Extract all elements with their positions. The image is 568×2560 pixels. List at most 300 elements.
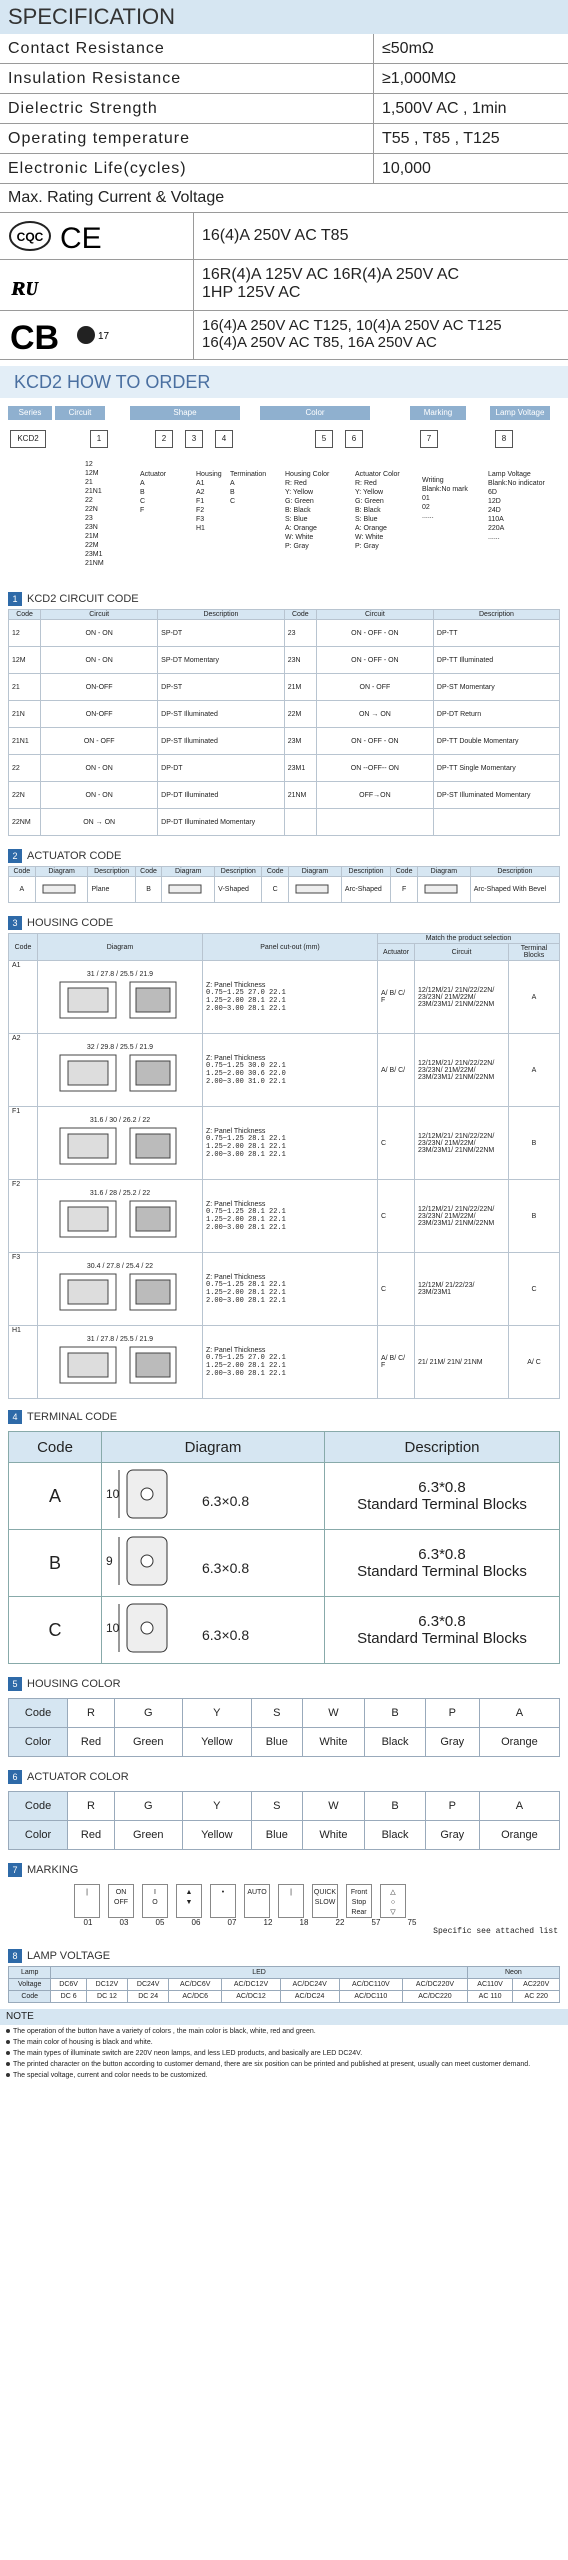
housing-head-actuator: Actuator [378, 944, 415, 961]
housing-terminal: B [509, 1107, 560, 1180]
lamp-neon-label: Neon [467, 1967, 559, 1979]
circuit-head-3: Code [284, 610, 316, 620]
marking-code: 07 [227, 1918, 237, 1927]
order-list-item: G: Green [355, 498, 384, 505]
note-bullet [6, 2040, 10, 2044]
circuit-s1: ON → ON [41, 809, 158, 836]
housing-circuit: 12/12M/21/ 21N/22/22N/ 23/23N/ 21M/22M/ 23M/23M1/ 21NM/22NM [415, 1034, 509, 1107]
lamp-voltage-label: Voltage [9, 1979, 51, 1991]
housing-row [9, 961, 560, 1034]
actuator-head: Diagram [289, 867, 342, 877]
lamp-code-label: Code [9, 1991, 51, 2003]
housing-head-code: Code [9, 934, 38, 961]
marking-symbol: • [210, 1884, 236, 1918]
circuit-row [9, 728, 560, 755]
order-list-label: Actuator Color [355, 471, 400, 478]
order-list-item: B [230, 489, 235, 496]
circuit-c1: 12M [9, 647, 41, 674]
lamp-voltage: DC6V [51, 1979, 86, 1991]
circuit-row [9, 701, 560, 728]
spec-value: 10,000 [373, 154, 568, 183]
actuator-head: Description [215, 867, 262, 877]
housing_color-code: Y [182, 1699, 251, 1728]
marking-code: 01 [83, 1918, 93, 1927]
cqc-ce-logo [0, 213, 194, 259]
marking-symbol: I O [142, 1884, 168, 1918]
spec-key: Electronic Life(cycles) [8, 160, 187, 177]
actuator-desc: Arc-Shaped [341, 877, 390, 903]
marking-symbol: △ ○ ▽ [380, 1884, 406, 1918]
housing_color-color: Black [365, 1728, 425, 1757]
panel-row: 0.75~1.25 28.1 22.1 [206, 1207, 286, 1216]
order-list-item: B: Black [355, 507, 381, 514]
circuit-s2: ON --OFF-- ON [316, 755, 433, 782]
spec-value: T55 , T85 , T125 [373, 124, 568, 153]
order-num-2: 2 [155, 430, 173, 448]
order-list-item: F2 [196, 507, 205, 514]
housing-dims: 31 / 27.8 / 25.5 / 21.9 [86, 1335, 154, 1343]
actuator_color-code: A [479, 1792, 559, 1821]
order-list-item: 22N [85, 506, 98, 513]
housing_color-color: Red [68, 1728, 115, 1757]
note-text: The special voltage, current and color needs to be customized. [13, 2072, 208, 2079]
note-bullet [6, 2029, 10, 2033]
order-list-item: 21 [85, 479, 93, 486]
panel-note: Z: Panel Thickness [206, 1127, 266, 1135]
actuator-diagram [289, 877, 342, 903]
housing_color-color: Yellow [182, 1728, 251, 1757]
marking-num: 7 [8, 1863, 22, 1877]
order-list-item: R: Red [285, 480, 307, 487]
housing-diagram [38, 1034, 203, 1107]
circuit-s1: ON - OFF [41, 728, 158, 755]
lamp-voltage: DC24V [128, 1979, 169, 1991]
terminal-code: B [9, 1530, 102, 1597]
circuit-c1: 22NM [9, 809, 41, 836]
terminal-desc-1: 6.3*0.8 [418, 1546, 466, 1563]
circuit-c1: 21 [9, 674, 41, 701]
terminal-size: 6.3×0.8 [202, 1627, 250, 1643]
circuit-c1: 21N [9, 701, 41, 728]
order-list-item: A2 [196, 489, 205, 496]
order-num-3: 3 [185, 430, 203, 448]
order-list-item: 01 [422, 495, 430, 502]
circuit-c2: 21NM [284, 782, 316, 809]
spec-value: 1,500V AC , 1min [373, 94, 568, 123]
actuator-code: A [9, 877, 36, 903]
actuator-num: 2 [8, 849, 22, 863]
note-item [0, 2058, 568, 2069]
housing-dims: 32 / 29.8 / 25.5 / 21.9 [86, 1043, 154, 1051]
circuit-s2 [316, 809, 433, 836]
housing-head-terminal: Terminal Blocks [509, 944, 560, 961]
order-list-item: Y: Yellow [355, 489, 384, 496]
housing-code: H1 [9, 1326, 38, 1399]
note-item [0, 2025, 568, 2036]
housing-diagram [38, 961, 203, 1034]
housing-actuator: C [378, 1180, 415, 1253]
circuit-d1: SP-DT [158, 620, 285, 647]
order-list-label: Housing [196, 471, 222, 478]
note-item [0, 2047, 568, 2058]
circuit-head-4: Circuit [316, 610, 433, 620]
housing_color-code: S [252, 1699, 303, 1728]
housing-actuator: A/ B/ C/ F [378, 1326, 415, 1399]
housing-row [9, 1253, 560, 1326]
terminal-height: 10 [106, 1487, 120, 1501]
panel-row: 0.75~1.25 27.0 22.1 [206, 988, 286, 997]
order-list-item: 6D [488, 489, 497, 496]
circuit-row [9, 755, 560, 782]
actuator_color-color: Yellow [182, 1821, 251, 1850]
panel-row: 1.25~2.00 28.1 22.1 [206, 1361, 286, 1370]
order-list-item: F [140, 507, 145, 514]
marking-symbol: Front Stop Rear [346, 1884, 372, 1918]
order-list-item: B: Black [285, 507, 311, 514]
housing-terminal: B [509, 1180, 560, 1253]
order-list-label: Writing [422, 477, 444, 484]
housing_color-color: Orange [479, 1728, 559, 1757]
acolor-title: ACTUATOR COLOR [27, 1771, 129, 1783]
circuit-head-0: Code [9, 610, 41, 620]
terminal-height: 9 [106, 1554, 113, 1568]
terminal-diagram [102, 1597, 325, 1664]
circuit-d1: DP-ST Illuminated [158, 728, 285, 755]
note-text: The main color of housing is black and white. [13, 2039, 153, 2046]
order-list-housing [196, 470, 222, 533]
terminal-num: 4 [8, 1410, 22, 1424]
order-list-item: R: Red [355, 480, 377, 487]
housing-panel [203, 961, 378, 1034]
actuator_color-color: Green [114, 1821, 182, 1850]
circuit-s1: ON - ON [41, 620, 158, 647]
order-list-item: 23M1 [85, 551, 103, 558]
actuator_color-color: White [302, 1821, 365, 1850]
actuator-head: Code [135, 867, 162, 877]
order-head-3: Color [260, 406, 370, 420]
housing-table [8, 933, 560, 1399]
terminal-desc [325, 1597, 560, 1664]
order-list-item: W: White [355, 534, 384, 541]
circuit-d2: DP-TT Single Momentary [433, 755, 559, 782]
actuator-head: Diagram [417, 867, 470, 877]
housing-dims: 31.6 / 28 / 25.2 / 22 [89, 1189, 151, 1197]
circuit-d1: SP-DT Momentary [158, 647, 285, 674]
circuit-s1: ON - ON [41, 647, 158, 674]
housing-panel [203, 1180, 378, 1253]
circuit-d1: DP-DT [158, 755, 285, 782]
actuator-diagram [417, 877, 470, 903]
svg-text:CB: CB [10, 319, 60, 355]
hcolor-title: HOUSING COLOR [27, 1678, 121, 1690]
marking-title: MARKING [27, 1864, 79, 1876]
housing_color-color: Green [114, 1728, 182, 1757]
order-list-item: 12D [488, 498, 501, 505]
svg-text:CQC: CQC [16, 230, 44, 244]
lamp-voltage: AC/DC220V [403, 1979, 468, 1991]
actuator_color-code: B [365, 1792, 425, 1821]
actuator_color-color: Red [68, 1821, 115, 1850]
housing-panel [203, 1107, 378, 1180]
cert-cb-line2: 16(4)A 250V AC T85, 16A 250V AC [202, 334, 437, 351]
housing_color-code: B [365, 1699, 425, 1728]
actuator-code: F [391, 877, 418, 903]
order-list-item: G: Green [285, 498, 314, 505]
terminal-diagram [102, 1463, 325, 1530]
note-bullet [6, 2051, 10, 2055]
order-list-item: 12M [85, 470, 99, 477]
order-list-item: P: Gray [285, 543, 309, 550]
order-list-item: B [140, 489, 145, 496]
order-num-6: 6 [345, 430, 363, 448]
order-num-7: 7 [420, 430, 438, 448]
order-list-item: Blank:No indicator [488, 480, 545, 487]
order-list-item: 22M [85, 542, 99, 549]
note-bullet [6, 2062, 10, 2066]
order-list-item: 21N1 [85, 488, 102, 495]
order-list-item: Blank:No mark [422, 486, 468, 493]
panel-row: 0.75~1.25 28.1 22.1 [206, 1134, 286, 1143]
order-num-8: 8 [495, 430, 513, 448]
actuator_color-code-label: Code [9, 1792, 68, 1821]
lamp-code: DC 12 [86, 1991, 127, 2003]
housing-num: 3 [8, 916, 22, 930]
marking-symbol: | [74, 1884, 100, 1918]
actuator-head: Code [9, 867, 36, 877]
actuator_color-code: W [302, 1792, 365, 1821]
lamp-code: AC/DC24 [280, 1991, 339, 2003]
panel-row: 1.25~2.00 28.1 22.1 [206, 1142, 286, 1151]
order-list-item: Y: Yellow [285, 489, 314, 496]
hcolor-num: 5 [8, 1677, 22, 1691]
spec-table [0, 34, 568, 184]
actuator-head: Description [88, 867, 135, 877]
circuit-d2: DP-ST Illuminated Momentary [433, 782, 559, 809]
cert-cqc-text: 16(4)A 250V AC T85 [202, 227, 349, 244]
terminal-diagram [102, 1530, 325, 1597]
actuator-diagram [162, 877, 215, 903]
order-list-termination [230, 470, 266, 506]
order-series-box: KCD2 [10, 430, 46, 448]
actuator_color-code: S [252, 1792, 303, 1821]
lamp-title: LAMP VOLTAGE [27, 1950, 111, 1962]
circuit-d2: DP-TT [433, 620, 559, 647]
marking-code: 22 [335, 1918, 345, 1927]
panel-row: 2.00~3.00 28.1 22.1 [206, 1296, 286, 1305]
terminal-desc-2: Standard Terminal Blocks [357, 1563, 527, 1580]
lamp-voltage-table [8, 1966, 560, 2003]
housing-diagram [38, 1107, 203, 1180]
order-list-item: F3 [196, 516, 205, 523]
panel-row: 2.00~3.00 28.1 22.1 [206, 1369, 286, 1378]
circuit-num: 1 [8, 592, 22, 606]
lamp-voltage: AC110V [467, 1979, 513, 1991]
circuit-c1: 22 [9, 755, 41, 782]
panel-row: 2.00~3.00 28.1 22.1 [206, 1223, 286, 1232]
circuit-s2: ON - OFF - ON [316, 728, 433, 755]
circuit-d2: DP-TT Illuminated [433, 647, 559, 674]
actuator-head: Code [391, 867, 418, 877]
housing-head-panel: Panel cut-out (mm) [203, 934, 378, 961]
order-list-label: Lamp Voltage [488, 471, 531, 478]
order-num-5: 5 [315, 430, 333, 448]
actuator-code: B [135, 877, 162, 903]
note-title: NOTE [0, 2009, 568, 2025]
lamp-led-label: LED [51, 1967, 467, 1979]
order-list-housing_color [285, 470, 329, 551]
marking-code: 18 [299, 1918, 309, 1927]
order-list-actuator [140, 470, 166, 515]
order-list-item: 23 [85, 515, 93, 522]
note-text: The operation of the button have a variety of colors , the main color is black, white, red and green. [13, 2028, 316, 2035]
housing-actuator: C [378, 1253, 415, 1326]
cert-ul-line2: 1HP 125V AC [202, 284, 301, 301]
spec-row [0, 124, 568, 154]
actuator_color-code: G [114, 1792, 182, 1821]
housing-diagram [38, 1180, 203, 1253]
marking-symbol: AUTO [244, 1884, 270, 1918]
ul-logo [0, 260, 194, 310]
actuator-color-table [8, 1791, 560, 1850]
actuator_color-code: Y [182, 1792, 251, 1821]
lamp-label: Lamp [9, 1967, 51, 1979]
actuator_color-code: R [68, 1792, 115, 1821]
panel-row: 1.25~2.00 28.1 22.1 [206, 1215, 286, 1224]
order-list-item: S: Blue [285, 516, 308, 523]
circuit-s2: ON - OFF - ON [316, 647, 433, 674]
spec-row [0, 94, 568, 124]
order-list-item: H1 [196, 525, 205, 532]
actuator-code: C [262, 877, 289, 903]
actuator-table [8, 866, 560, 903]
circuit-s2: ON - OFF - ON [316, 620, 433, 647]
order-list-item: W: White [285, 534, 314, 541]
terminal-head-desc: Description [325, 1432, 560, 1463]
order-list-item: A: Orange [355, 525, 387, 532]
order-list-item: 110A [488, 516, 504, 523]
panel-note: Z: Panel Thickness [206, 1054, 266, 1062]
order-diagram [0, 398, 568, 583]
marking-code: 06 [191, 1918, 201, 1927]
order-head-4: Marking [410, 406, 466, 420]
actuator-desc: Arc-Shaped With Bevel [470, 877, 559, 903]
marking-code: 12 [263, 1918, 273, 1927]
panel-note: Z: Panel Thickness [206, 1200, 266, 1208]
terminal-desc-1: 6.3*0.8 [418, 1479, 466, 1496]
panel-note: Z: Panel Thickness [206, 1346, 266, 1354]
circuit-row [9, 647, 560, 674]
order-head-2: Shape [130, 406, 240, 420]
note-item [0, 2036, 568, 2047]
lamp-code: DC 6 [51, 1991, 86, 2003]
lamp-code: AC/DC12 [222, 1991, 281, 2003]
housing_color-code: G [114, 1699, 182, 1728]
marking-code: 03 [119, 1918, 129, 1927]
panel-note: Z: Panel Thickness [206, 981, 266, 989]
circuit-s1: ON-OFF [41, 674, 158, 701]
order-list-lamp_voltage [488, 470, 545, 542]
circuit-s1: ON - ON [41, 782, 158, 809]
circuit-c2 [284, 809, 316, 836]
circuit-d1: DP-DT Illuminated Momentary [158, 809, 285, 836]
housing-row [9, 1107, 560, 1180]
svg-text:17: 17 [98, 331, 110, 342]
housing-actuator: A/ B/ C/ F [378, 961, 415, 1034]
housing-actuator: A/ B/ C/ [378, 1034, 415, 1107]
marking-note: Specific see attached list [433, 1927, 558, 1936]
spec-title: SPECIFICATION [0, 0, 568, 34]
order-list-label: Housing Color [285, 471, 330, 478]
housing-panel [203, 1253, 378, 1326]
acolor-num: 6 [8, 1770, 22, 1784]
housing-diagram [38, 1253, 203, 1326]
circuit-d1: DP-ST [158, 674, 285, 701]
order-list-item: C [230, 498, 236, 505]
marking-code: 57 [371, 1918, 381, 1927]
lamp-voltage: AC/DC24V [280, 1979, 339, 1991]
lamp-code: AC 110 [467, 1991, 513, 2003]
lamp-code: DC 24 [128, 1991, 169, 2003]
order-list-item: A [140, 480, 145, 487]
order-list-item: F1 [196, 498, 205, 505]
spec-value: ≥1,000MΩ [373, 64, 568, 93]
order-head-5: Lamp Voltage [490, 406, 550, 420]
marking-code: 05 [155, 1918, 165, 1927]
housing-terminal: A [509, 1034, 560, 1107]
cert-cb-line1: 16(4)A 250V AC T125, 10(4)A 250V AC T125 [202, 317, 502, 334]
housing-title: HOUSING CODE [27, 917, 114, 929]
housing-dims: 31.6 / 30 / 26.2 / 22 [89, 1116, 151, 1124]
housing_color-code-label: Code [9, 1699, 68, 1728]
circuit-c2: 23N [284, 647, 316, 674]
panel-row: 0.75~1.25 28.1 22.1 [206, 1280, 286, 1289]
order-list-item: 23N [85, 524, 98, 531]
order-list-label: Actuator [140, 471, 167, 478]
terminal-size: 6.3×0.8 [202, 1560, 250, 1576]
note-text: The printed character on the button according to customer demand, there are six position can be printed and published at present, usually can meet customer demand. [13, 2061, 531, 2068]
terminal-desc [325, 1530, 560, 1597]
actuator-desc: V-Shaped [215, 877, 262, 903]
order-list-item: ...... [488, 534, 500, 541]
circuit-c2: 23 [284, 620, 316, 647]
housing-code: F1 [9, 1107, 38, 1180]
actuator_color-color-label: Color [9, 1821, 68, 1850]
order-list-item: 02 [422, 504, 430, 511]
marking-symbol: ON OFF [108, 1884, 134, 1918]
lamp-voltage: AC220V [513, 1979, 560, 1991]
circuit-d2: DP-DT Return [433, 701, 559, 728]
actuator-head: Code [262, 867, 289, 877]
order-num-1: 1 [90, 430, 108, 448]
terminal-desc-2: Standard Terminal Blocks [357, 1630, 527, 1647]
panel-note: Z: Panel Thickness [206, 1273, 266, 1281]
housing-code: F3 [9, 1253, 38, 1326]
actuator-diagram [35, 877, 88, 903]
actuator_color-color: Blue [252, 1821, 303, 1850]
housing_color-color: Blue [252, 1728, 303, 1757]
spec-row [0, 64, 568, 94]
order-list-circuit_list [85, 460, 104, 568]
actuator-head: Description [341, 867, 390, 877]
lamp-voltage: AC/DC6V [169, 1979, 222, 1991]
spec-row [0, 154, 568, 184]
order-list-item: ...... [422, 513, 434, 520]
housing-circuit: 21/ 21M/ 21N/ 21NM [415, 1326, 509, 1399]
terminal-row [9, 1597, 560, 1664]
panel-row: 0.75~1.25 30.0 22.1 [206, 1061, 286, 1070]
circuit-row [9, 809, 560, 836]
terminal-height: 10 [106, 1621, 120, 1635]
